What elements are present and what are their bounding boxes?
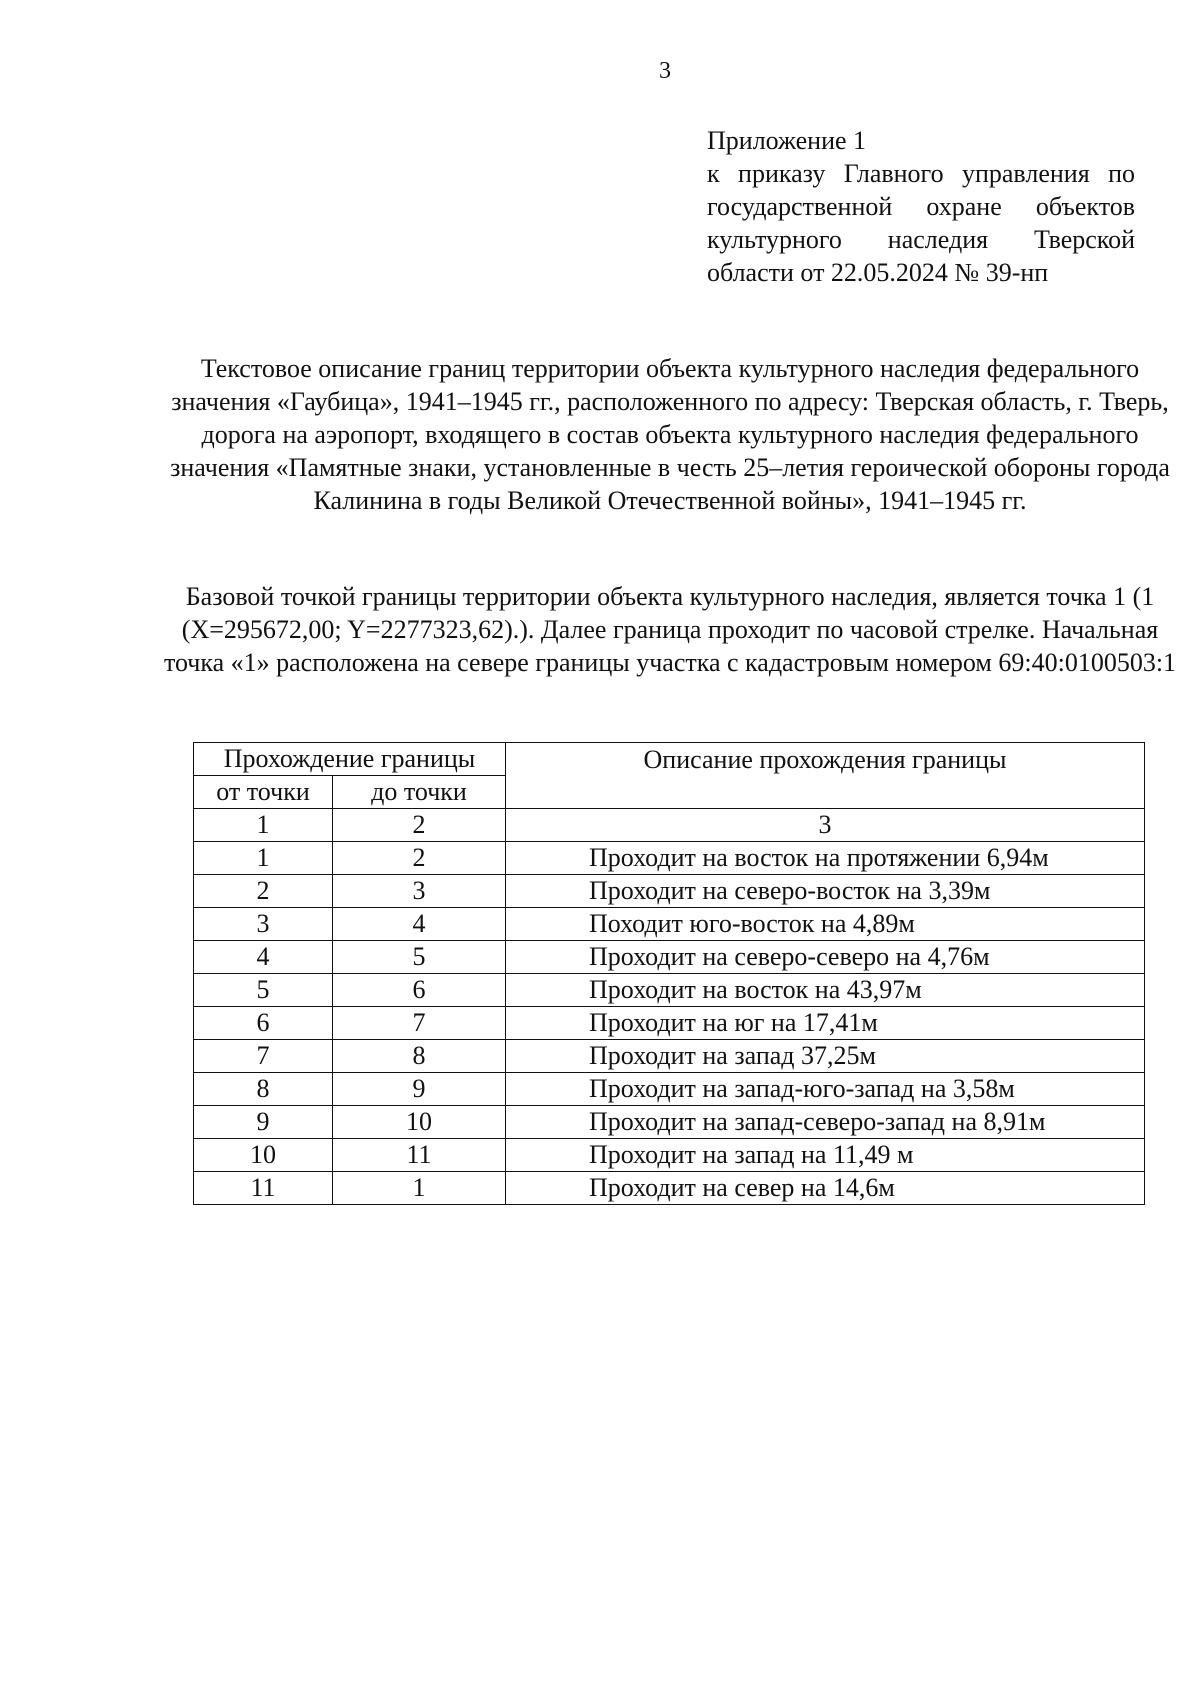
table-row (194, 842, 1145, 875)
to-point-cell: 4 (333, 908, 506, 941)
column-number: 3 (506, 809, 1145, 842)
header-boundary-description: Описание прохождения границы (506, 743, 1145, 809)
boundary-table (193, 742, 1145, 1205)
table-row (194, 875, 1145, 908)
description-cell: Проходит на запад-юго-запад на 3,58м (506, 1073, 1145, 1106)
appendix-title: Приложение 1 (707, 126, 867, 155)
description-cell: Проходит на север на 14,6м (506, 1172, 1145, 1205)
column-number: 2 (333, 809, 506, 842)
description-cell: Проходит на юг на 17,41м (506, 1007, 1145, 1040)
to-point-cell: 10 (333, 1106, 506, 1139)
header-to-point: до точки (333, 776, 506, 809)
table-row (194, 1040, 1145, 1073)
table-header-row (194, 743, 1145, 776)
appendix-block (707, 124, 1135, 289)
from-point-cell: 5 (194, 974, 333, 1007)
table-row (194, 974, 1145, 1007)
description-cell: Проходит на запад-северо-запад на 8,91м (506, 1106, 1145, 1139)
to-point-cell: 8 (333, 1040, 506, 1073)
from-point-cell: 8 (194, 1073, 333, 1106)
from-point-cell: 4 (194, 941, 333, 974)
from-point-cell: 2 (194, 875, 333, 908)
description-cell: Проходит на северо-восток на 3,39м (506, 875, 1145, 908)
from-point-cell: 3 (194, 908, 333, 941)
table-row (194, 1106, 1145, 1139)
to-point-cell: 2 (333, 842, 506, 875)
table-row (194, 941, 1145, 974)
description-cell: Проходит на северо-северо на 4,76м (506, 941, 1145, 974)
description-cell: Проходит на запад 37,25м (506, 1040, 1145, 1073)
table-row (194, 908, 1145, 941)
base-point-paragraph: Базовой точкой границы территории объекта культурного наследия, является точка 1 (1 (X=295672,00; Y=2277323,62).). Далее граница проходит по часовой стрелке. Начальная точка «1» расположена на севере границы участка с кадастровым номером 69:40:0100503:1 (163, 582, 1177, 677)
from-point-cell: 10 (194, 1139, 333, 1172)
description-cell: Проходит на восток на протяжении 6,94м (506, 842, 1145, 875)
document-title: Текстовое описание границ территории объекта культурного наследия федерального значения «Гаубица», 1941–1945 гг., расположенного по адресу: Тверская область, г. Тверь, дорога на аэропорт, входящего в состав объекта культурного наследия федерального значения «Памятные знаки, установленные в честь 25–летия героической обороны города Калинина в годы Великой Отечественной войны», 1941–1945 гг. (170, 354, 1170, 515)
table-row (194, 1007, 1145, 1040)
description-cell: Проходит на восток на 43,97м (506, 974, 1145, 1007)
from-point-cell: 6 (194, 1007, 333, 1040)
header-from-point: от точки (194, 776, 333, 809)
header-boundary-passage: Прохождение границы (194, 743, 506, 776)
description-cell: Проходит на запад на 11,49 м (506, 1139, 1145, 1172)
from-point-cell: 9 (194, 1106, 333, 1139)
table-row (194, 1172, 1145, 1205)
to-point-cell: 3 (333, 875, 506, 908)
table-body (194, 842, 1145, 1205)
to-point-cell: 9 (333, 1073, 506, 1106)
description-cell: Походит юго-восток на 4,89м (506, 908, 1145, 941)
from-point-cell: 11 (194, 1172, 333, 1205)
column-number: 1 (194, 809, 333, 842)
to-point-cell: 7 (333, 1007, 506, 1040)
appendix-order-reference: к приказу Главного управления по государственной охране объектов культурного наследия Тверской области от 22.05.2024 № 39-нп (707, 159, 1135, 287)
page-number: 3 (659, 58, 671, 84)
to-point-cell: 11 (333, 1139, 506, 1172)
to-point-cell: 6 (333, 974, 506, 1007)
to-point-cell: 1 (333, 1172, 506, 1205)
table-row (194, 1139, 1145, 1172)
to-point-cell: 5 (333, 941, 506, 974)
column-numbering-row (194, 809, 1145, 842)
from-point-cell: 7 (194, 1040, 333, 1073)
from-point-cell: 1 (194, 842, 333, 875)
table-row (194, 1073, 1145, 1106)
